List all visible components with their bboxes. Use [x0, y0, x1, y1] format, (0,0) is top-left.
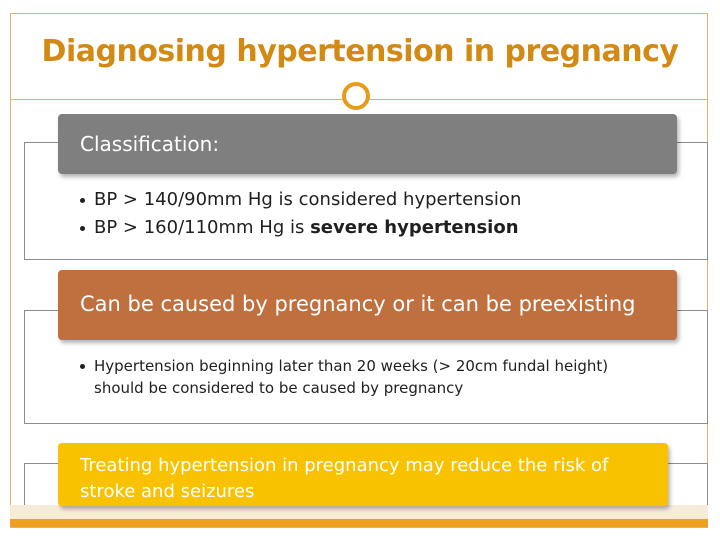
classification-list [76, 186, 521, 242]
list-item [76, 214, 521, 242]
cause-list [76, 355, 636, 399]
severe-hypertension-emphasis: severe hypertension [310, 217, 519, 238]
classification-header: Classification: [58, 114, 677, 174]
circle-ornament-icon [342, 82, 370, 110]
cause-header: Can be caused by pregnancy or it can be preexisting [58, 270, 677, 340]
slide-title: Diagnosing hypertension in pregnancy [41, 34, 679, 69]
footer-accent-bar [10, 519, 708, 527]
list-item: Hypertension beginning later than 20 weeks (> 20cm fundal height) should be considered to be caused by pregnancy [76, 355, 636, 399]
treatment-header: Treating hypertension in pregnancy may reduce the risk of stroke and seizures [58, 443, 668, 506]
list-item: BP > 140/90mm Hg is considered hypertension [76, 186, 521, 214]
list-item-text: BP > 160/110mm Hg is [94, 217, 311, 238]
